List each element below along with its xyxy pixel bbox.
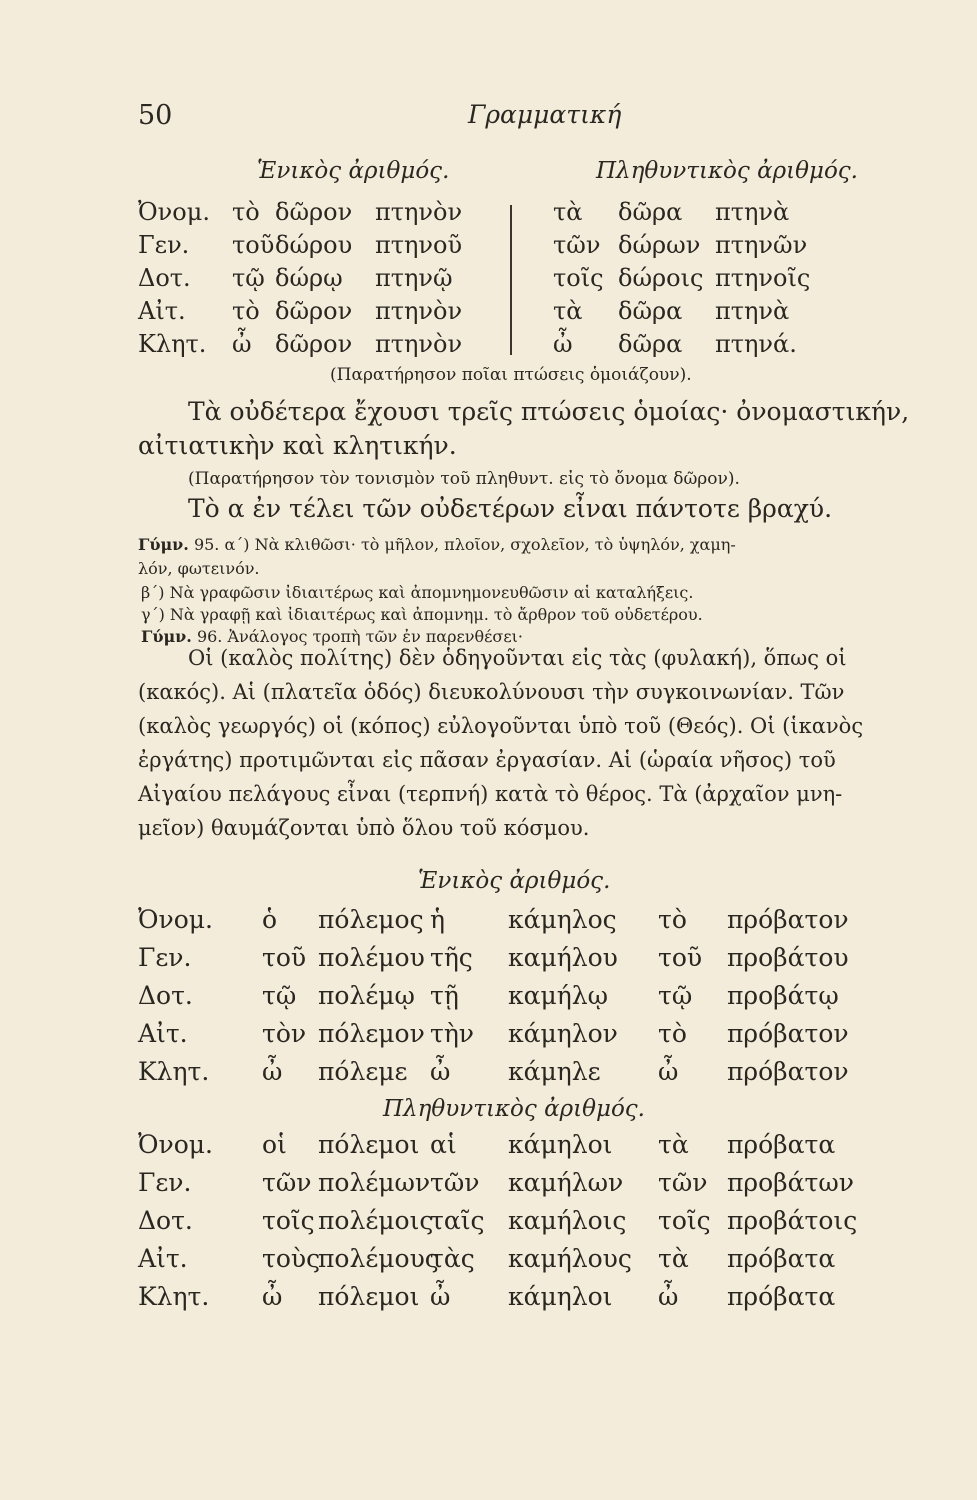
table2-singular-cell-n2: κάμηλον	[508, 1019, 618, 1048]
table2-plural-cell-a3: ὦ	[658, 1282, 679, 1311]
table1-cell-p-noun: δῶρα	[618, 297, 683, 325]
table1-divider	[510, 205, 512, 355]
table2-plural-cell-n3: προβάτων	[727, 1168, 854, 1197]
table1-cell-p-adj: πτηνῶν	[715, 231, 808, 259]
table2-plural-cell-n1: πολέμοις	[318, 1206, 434, 1235]
exercise-95-line3: β΄) Νὰ γραφῶσιν ἰδιαιτέρως καὶ ἀπομνημονευθῶσιν αἱ καταλήξεις.	[141, 583, 694, 602]
table2-singular-cell-a3: τὸ	[658, 905, 687, 934]
table1-cell-s-art: τὸ	[232, 297, 260, 325]
table2-plural-cell-n2: κάμηλοι	[508, 1282, 613, 1311]
table2-plural-cell-a3: τὰ	[658, 1244, 689, 1273]
table1-cell-case: Γεν.	[138, 231, 190, 259]
table2-singular-cell-n2: κάμηλε	[508, 1057, 601, 1086]
table1-cell-s-adj: πτηνὸν	[375, 330, 463, 358]
table2-singular-cell-a1: τὸν	[262, 1019, 307, 1048]
table2-plural-cell-a1: τῶν	[262, 1168, 312, 1197]
table2-plural-cell-n3: πρόβατα	[727, 1244, 836, 1273]
paragraph-line: Οἱ (καλὸς πολίτης) δὲν ὁδηγοῦνται εἰς τὰς (φυλακή), ὅπως οἱ	[188, 646, 847, 670]
table1-cell-p-adj: πτηνά.	[715, 330, 797, 358]
table2-singular-cell-a2: τὴν	[430, 1019, 475, 1048]
table2-plural-cell-n2: καμήλοις	[508, 1206, 627, 1235]
table2-plural-cell-a3: τοῖς	[658, 1206, 711, 1235]
table2-singular-cell-n1: πόλεμον	[318, 1019, 425, 1048]
table2-plural-cell-a3: τῶν	[658, 1168, 708, 1197]
table2-singular-cell-a2: ὦ	[430, 1057, 451, 1086]
table2-plural-cell-n3: προβάτοις	[727, 1206, 858, 1235]
exercise-95-line2: λόν, φωτεινόν.	[138, 559, 260, 578]
table2-plural-cell-n1: πολέμων	[318, 1168, 431, 1197]
table2-plural-cell-a3: τὰ	[658, 1130, 689, 1159]
table1-cell-case: Δοτ.	[138, 264, 191, 292]
table1-cell-case: Κλητ.	[138, 330, 207, 358]
table2-plural-cell-n1: πόλεμοι	[318, 1282, 420, 1311]
table1-cell-s-art: τοῦ	[232, 231, 275, 259]
table1-cell-case: Ὀνομ.	[138, 198, 210, 226]
table1-cell-s-art: τῷ	[232, 264, 265, 292]
table2-singular-cell-n3: πρόβατον	[727, 1057, 849, 1086]
running-title: Γραμματική	[468, 100, 622, 129]
rule-neuter-cases-line1: Τὰ οὐδέτερα ἔχουσι τρεῖς πτώσεις ὁμοίας· ὀνομαστικήν,	[188, 397, 910, 426]
table2-singular-cell-n1: πόλεμε	[318, 1057, 408, 1086]
table2-plural-cell-a2: ταῖς	[430, 1206, 485, 1235]
table2-singular-cell-n2: καμήλῳ	[508, 981, 608, 1010]
table1-cell-s-noun: δῶρον	[275, 330, 353, 358]
table2-plural-cell-case: Γεν.	[138, 1168, 192, 1197]
table1-singular-title: Ἑνικὸς ἀριθμός.	[257, 158, 450, 184]
paragraph-line: (κακός). Αἱ (πλατεῖα ὁδός) διευκολύνουσι τὴν συγκοινωνίαν. Τῶν	[138, 680, 845, 704]
table2-plural-cell-n2: καμήλων	[508, 1168, 624, 1197]
table2-plural-cell-n3: πρόβατα	[727, 1130, 836, 1159]
table2-singular-cell-case: Ὀνομ.	[138, 905, 213, 934]
table1-cell-s-noun: δώρῳ	[275, 264, 343, 292]
paragraph-line: Αἰγαίου πελάγους εἶναι (τερπνή) κατὰ τὸ θέρος. Τὰ (ἀρχαῖον μνη-	[138, 782, 843, 806]
note-similar-cases: (Παρατήρησον ποῖαι πτώσεις ὁμοιάζουν).	[330, 365, 692, 385]
table2-plural-cell-n1: πόλεμοι	[318, 1130, 420, 1159]
table1-cell-p-art: ὦ	[553, 330, 573, 358]
exercise-95-label: Γύμν.	[138, 535, 189, 554]
table2-plural-cell-a1: ὦ	[262, 1282, 283, 1311]
table2-singular-cell-n1: πόλεμος	[318, 905, 424, 934]
table1-cell-s-art: τὸ	[232, 198, 260, 226]
table1-cell-s-adj: πτηνὸν	[375, 198, 463, 226]
table2-singular-cell-n3: προβάτου	[727, 943, 849, 972]
table2-singular-cell-n2: καμήλου	[508, 943, 618, 972]
table2-singular-cell-a3: ὦ	[658, 1057, 679, 1086]
table1-cell-p-adj: πτηνοῖς	[715, 264, 811, 292]
table2-plural-title: Πληθυντικὸς ἀριθμός.	[383, 1096, 645, 1122]
table1-cell-s-adj: πτηνῷ	[375, 264, 453, 292]
table1-cell-p-noun: δῶρα	[618, 198, 683, 226]
table1-cell-p-noun: δῶρα	[618, 330, 683, 358]
exercise-96-text: 96. Ἀνάλογος τροπὴ τῶν ἐν παρενθέσει·	[196, 627, 523, 646]
table2-singular-cell-n3: πρόβατον	[727, 1019, 849, 1048]
table2-plural-cell-a2: αἱ	[430, 1130, 457, 1159]
table2-singular-cell-case: Δοτ.	[138, 981, 193, 1010]
table2-plural-cell-a1: τοὺς	[262, 1244, 321, 1273]
table2-plural-cell-a2: τὰς	[430, 1244, 475, 1273]
table2-singular-cell-case: Αἰτ.	[138, 1019, 188, 1048]
table2-singular-cell-n3: πρόβατον	[727, 905, 849, 934]
table1-cell-p-art: τὰ	[553, 297, 583, 325]
table2-singular-cell-a2: ἡ	[430, 905, 445, 934]
table2-singular-cell-a2: τῇ	[430, 981, 459, 1010]
table2-plural-cell-n1: πολέμους	[318, 1244, 439, 1273]
table2-singular-cell-n1: πολέμου	[318, 943, 425, 972]
table2-singular-cell-case: Γεν.	[138, 943, 192, 972]
table2-singular-cell-a1: τοῦ	[262, 943, 307, 972]
table2-singular-cell-n3: προβάτῳ	[727, 981, 839, 1010]
exercise-96-label: Γύμν.	[141, 627, 192, 646]
table1-cell-p-art: τοῖς	[553, 264, 604, 292]
table2-plural-cell-a2: τῶν	[430, 1168, 480, 1197]
table1-cell-p-adj: πτηνὰ	[715, 198, 790, 226]
paragraph-line: ἐργάτης) προτιμῶνται εἰς πᾶσαν ἐργασίαν. Αἱ (ὡραία νῆσος) τοῦ	[138, 748, 836, 772]
table2-plural-cell-a1: τοῖς	[262, 1206, 315, 1235]
table1-cell-s-noun: δώρου	[275, 231, 353, 259]
table2-plural-cell-case: Αἰτ.	[138, 1244, 188, 1273]
table1-cell-s-noun: δῶρον	[275, 297, 353, 325]
table2-singular-cell-a3: τῷ	[658, 981, 693, 1010]
table2-singular-cell-a1: ὦ	[262, 1057, 283, 1086]
table2-singular-cell-a1: ὁ	[262, 905, 278, 934]
table1-plural-title: Πληθυντικὸς ἀριθμός.	[596, 158, 858, 184]
table1-cell-s-adj: πτηνοῦ	[375, 231, 463, 259]
table2-plural-cell-case: Δοτ.	[138, 1206, 193, 1235]
paragraph-line: μεῖον) θαυμάζονται ὑπὸ ὅλου τοῦ κόσμου.	[138, 816, 590, 840]
table1-cell-s-noun: δῶρον	[275, 198, 353, 226]
table2-singular-cell-a1: τῷ	[262, 981, 297, 1010]
table1-cell-p-noun: δώρων	[618, 231, 701, 259]
table2-plural-cell-case: Ὀνομ.	[138, 1130, 213, 1159]
table2-singular-cell-n2: κάμηλος	[508, 905, 617, 934]
exercise-95-text: 95. α΄) Νὰ κλιθῶσι· τὸ μῆλον, πλοῖον, σχολεῖον, τὸ ὑψηλόν, χαμη-	[193, 535, 736, 554]
table2-plural-cell-n2: καμήλους	[508, 1244, 632, 1273]
table2-singular-cell-n1: πολέμῳ	[318, 981, 415, 1010]
table2-plural-cell-a1: οἱ	[262, 1130, 287, 1159]
table2-plural-cell-n2: κάμηλοι	[508, 1130, 613, 1159]
table2-singular-cell-case: Κλητ.	[138, 1057, 210, 1086]
rule-neuter-cases-line2: αἰτιατικὴν καὶ κλητικήν.	[138, 431, 457, 460]
exercise-95-line1	[138, 535, 736, 554]
table2-singular-title: Ἑνικὸς ἀριθμός.	[418, 868, 611, 894]
table2-plural-cell-n3: πρόβατα	[727, 1282, 836, 1311]
page-number: 50	[138, 100, 173, 131]
table2-singular-cell-a3: τοῦ	[658, 943, 703, 972]
table1-cell-p-noun: δώροις	[618, 264, 704, 292]
rule-short-alpha: Τὸ α ἐν τέλει τῶν οὐδετέρων εἶναι πάντοτε βραχύ.	[188, 494, 833, 523]
table2-singular-cell-a2: τῆς	[430, 943, 473, 972]
exercise-95-line4: γ΄) Νὰ γραφῇ καὶ ἰδιαιτέρως καὶ ἀπομνημ. τὸ ἄρθρον τοῦ οὐδετέρου.	[141, 605, 703, 624]
table1-cell-case: Αἰτ.	[138, 297, 186, 325]
table2-plural-cell-case: Κλητ.	[138, 1282, 210, 1311]
table1-cell-p-art: τῶν	[553, 231, 601, 259]
table2-singular-cell-a3: τὸ	[658, 1019, 687, 1048]
table1-cell-s-art: ὦ	[232, 330, 252, 358]
table1-cell-p-art: τὰ	[553, 198, 583, 226]
paragraph-line: (καλὸς γεωργός) οἱ (κόπος) εὐλογοῦνται ὑπὸ τοῦ (Θεός). Οἱ (ἱκανὸς	[138, 714, 864, 738]
exercise-96-heading	[141, 627, 523, 646]
table1-cell-p-adj: πτηνὰ	[715, 297, 790, 325]
table2-plural-cell-a2: ὦ	[430, 1282, 451, 1311]
note-accent: (Παρατήρησον τὸν τονισμὸν τοῦ πληθυντ. εἰς τὸ ὄνομα δῶρον).	[188, 469, 740, 489]
table1-cell-s-adj: πτηνὸν	[375, 297, 463, 325]
